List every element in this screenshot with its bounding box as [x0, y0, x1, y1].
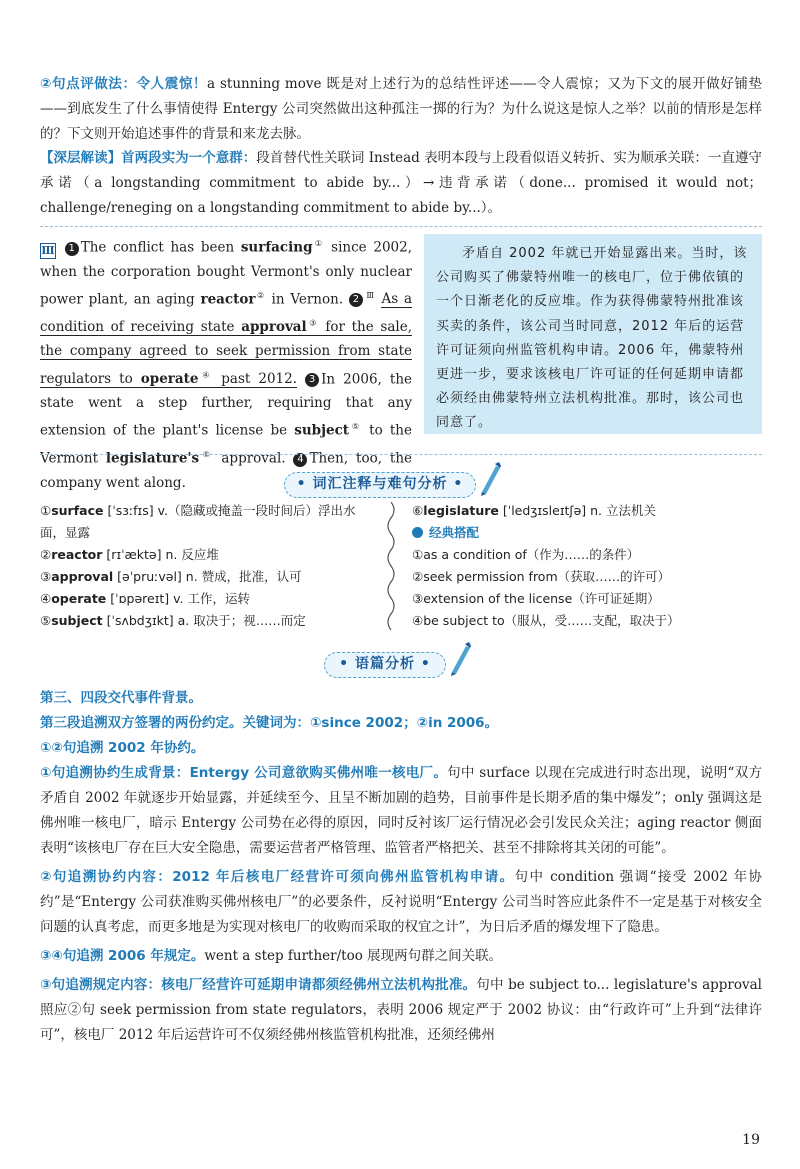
analysis-section	[40, 686, 762, 1048]
vocab-number: ①	[40, 503, 52, 518]
sentence-number-1: 1	[65, 242, 79, 256]
vocab-number: ④	[40, 591, 52, 606]
commentary-label: ②句点评做法：令人震惊！	[40, 76, 208, 92]
analysis-paragraph	[40, 865, 762, 940]
vocab-list-right	[412, 500, 762, 632]
deep-reading-label: 【深层解读】首两段实为一个意群：	[40, 150, 257, 166]
vocab-headword: approval	[51, 569, 114, 584]
passage-text: As a condition of receiving state	[40, 291, 413, 336]
vocab-definition: a. 取决于；视……而定	[177, 613, 306, 628]
vocab-number: ③	[40, 569, 52, 584]
collocation-heading	[412, 522, 762, 544]
passage-paragraph-3	[40, 232, 412, 495]
vocab-phonetic: [ˈledʒɪsleɪtʃə]	[502, 503, 587, 518]
vocab-list-left	[40, 500, 380, 632]
vocab-word: legislature's	[105, 450, 200, 467]
vocab-headword: legislature	[423, 503, 499, 518]
analysis-text: 句中 surface 以现在完成进行时态出现，说明“双方矛盾自 2002 年就逐步开始显露，并延续至今、且呈不断加剧的趋势，目前事件是长期矛盾的集中爆发”；only 强调这是佛州唯一核电厂，暗示 Entergy 公司势在必得的原因，同时反衬该厂运行情况必会引发民众关注；aging reactor 侧面表明“该核电厂存在巨大安全隐患，需要运营者严格管理、监管者严格把关、甚至不排除将其关闭的可能”。	[40, 765, 762, 856]
passage-text: The conflict has been	[80, 239, 241, 256]
column-divider	[384, 502, 398, 632]
collocation-item: ④be subject to（服从，受……支配，取决于）	[412, 613, 680, 628]
vocab-headword: operate	[51, 591, 107, 606]
footnote-mark: ⑤	[349, 422, 362, 432]
analysis-label: ①句追溯协约生成背景：Entergy 公司意欲购买佛州唯一核电厂。	[40, 765, 448, 781]
analysis-paragraph	[40, 761, 762, 861]
commentary-text: a stunning move 既是对上述行为的总结性评述——令人震惊；又为下文的展开做好铺垫——到底发生了什么事情使得 Entergy 公司突然做出这种孤注一掷的行为？为什么说这是惊人之举？以前的情形是怎样的？下文则开始追述事件的背景和来龙去脉。	[40, 76, 762, 142]
analysis-paragraph	[40, 944, 762, 969]
passage-text: in Vernon.	[265, 291, 344, 308]
vocab-phonetic: [ˈɒpəreɪt]	[110, 591, 170, 606]
sentence-number-4: 4	[293, 453, 307, 467]
pen-icon	[448, 642, 472, 676]
vocab-item	[40, 588, 380, 610]
analysis-heading: 第三、四段交代事件背景。	[40, 690, 202, 706]
vocab-number: ⑤	[40, 613, 52, 628]
divider	[40, 454, 762, 455]
paragraph-number-badge: Ⅲ	[41, 243, 55, 257]
footnote-mark: ⑥	[199, 450, 214, 460]
difficult-sentence-mark: Ⅲ	[364, 290, 376, 300]
vocab-definition: n. 立法机关	[590, 503, 656, 518]
vocab-definition: v.（隐藏或掩盖一段时间后）浮出水面，显露	[40, 503, 356, 540]
section-banner-discourse: • 语篇分析 •	[324, 652, 446, 678]
section-banner-vocab: • 词汇注释与难句分析 •	[284, 472, 476, 498]
analysis-label: ②句追溯协约内容：2012 年后核电厂经营许可须向佛州监管机构申请。	[40, 869, 515, 885]
page-number: 19	[742, 1132, 760, 1148]
collocation-item: ③extension of the license（许可证延期）	[412, 591, 660, 606]
pen-icon	[478, 462, 502, 496]
deep-reading-paragraph	[40, 146, 762, 221]
vocab-headword: subject	[51, 613, 103, 628]
vocab-phonetic: [rɪˈæktə]	[106, 547, 162, 562]
commentary-paragraph-1	[40, 72, 762, 147]
vocab-word: operate	[140, 371, 199, 388]
vocab-phonetic: [əˈpruːvəl]	[117, 569, 182, 584]
sentence-number-3: 3	[305, 373, 319, 387]
analysis-label: ③句追溯规定内容：核电厂经营许可延期申请都须经佛州立法机构批准。	[40, 977, 477, 993]
footnote-mark: ④	[198, 370, 214, 380]
sentence-number-2: 2	[349, 293, 363, 307]
collocation-item: ②seek permission from（获取……的许可）	[412, 569, 671, 584]
passage-text: approval.	[213, 450, 286, 467]
vocab-item	[40, 566, 380, 588]
vocab-item	[412, 500, 762, 522]
analysis-heading: ①②句追溯 2002 年协约。	[40, 740, 205, 756]
vocab-word: surfacing	[240, 239, 313, 256]
vocab-number: ②	[40, 547, 52, 562]
vocab-definition: v. 工作，运转	[173, 591, 250, 606]
analysis-heading: 第三段追溯双方签署的两份约定。关键词为：①since 2002；②in 2006。	[40, 715, 499, 731]
passage-text: Then, too, the company went along.	[40, 450, 413, 491]
collocation-item: ①as a condition of（作为……的条件）	[412, 547, 640, 562]
vocab-word: subject	[294, 422, 350, 439]
vocab-headword: reactor	[51, 547, 103, 562]
vocab-definition: n. 赞成，批准，认可	[185, 569, 302, 584]
vocab-word: approval	[241, 319, 307, 336]
passage-text: In 2006, the state went a step further, requiring that any extension of the plant's license be	[40, 371, 413, 439]
passage-text: past 2012.	[213, 371, 298, 388]
divider	[40, 226, 762, 227]
translation-box: 矛盾自 2002 年就已开始显露出来。当时，该公司购买了佛蒙特州唯一的核电厂，位于佛依镇的一个日渐老化的反应堆。作为获得佛蒙特州批准该买卖的条件，该公司当时同意，2012 年后的运营许可证须向州监管机构申请。2006 年，佛蒙特州更进一步，要求该核电厂许可证的任何延期申请都必须经由佛蒙特州立法机构批准。那时，该公司也同意了。	[424, 234, 762, 434]
vocab-number: ⑥	[412, 503, 424, 518]
analysis-paragraph	[40, 973, 762, 1048]
vocab-headword: surface	[51, 503, 104, 518]
vocab-phonetic: [ˈsɜːfɪs]	[107, 503, 154, 518]
analysis-label: ③④句追溯 2006 年规定。	[40, 948, 205, 964]
vocab-definition: n. 反应堆	[165, 547, 219, 562]
footnote-mark: ①	[312, 239, 325, 248]
vocab-item	[40, 500, 380, 544]
analysis-text: went a step further/too 展现两句群之间关联。	[204, 948, 503, 964]
vocab-item	[40, 610, 380, 632]
passage-text: for the sale, the company agreed to seek permission from state regulators to	[40, 319, 413, 388]
vocab-phonetic: [ˈsʌbdʒɪkt]	[106, 613, 174, 628]
passage-text: since 2002, when the corporation bought Vermont's only nuclear power plant, an aging	[40, 239, 412, 308]
deep-reading-text: 段首替代性关联词 Instead 表明本段与上段看似语义转折、实为顺承关联：一直遵守承诺（a longstanding commitment to abide by...）→违背承诺（done... promised it would not；challenge/reneging on a longstanding commitment to abide by...）。	[40, 150, 762, 216]
vocab-item	[40, 544, 380, 566]
footnote-mark: ②	[255, 290, 266, 300]
analysis-text: 句中 condition 强调“接受 2002 年协约”是“Entergy 公司获准购买佛州核电厂”的必要条件，反衬说明“Entergy 公司当时答应此条件不一定是基于对核安全问题的认真考虑，而更多地是为实现对核电厂的收购而采取的权宜之计”，为日后矛盾的爆发埋下了隐患。	[40, 869, 762, 935]
bullet-icon	[412, 527, 423, 538]
footnote-mark: ③	[306, 318, 319, 328]
passage-text: to the Vermont	[40, 422, 412, 467]
collocation-title: 经典搭配	[429, 525, 480, 540]
analysis-text: 句中 be subject to... legislature's approval 照应②句 seek permission from state regulators，表明 2006 规定严于 2002 协议：由“行政许可”上升到“法律许可”，核电厂 2012 年后运营许可不仅须经佛州核监管机构批准，还须经佛州	[40, 977, 762, 1043]
vocab-word: reactor	[200, 291, 256, 308]
